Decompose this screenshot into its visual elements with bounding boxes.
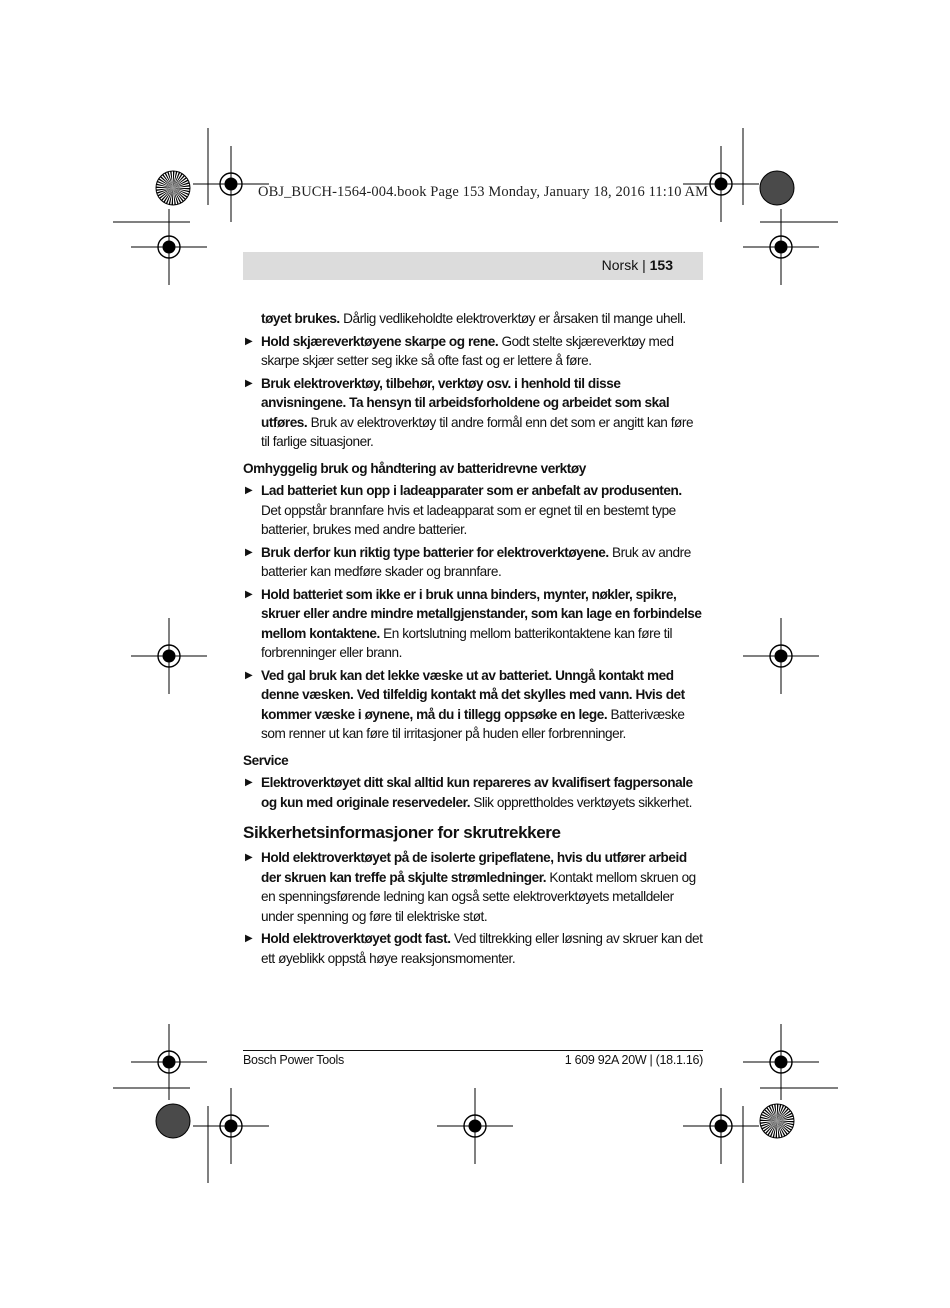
- page-header: [243, 252, 703, 280]
- list-item: [243, 481, 703, 540]
- item-bold: Hold elektroverktøyet på de isolerte gripeflatene, hvis du utfører arbeid der skruen kan treffe på skjulte strømledninger.: [261, 850, 687, 885]
- footer-rule: [243, 1050, 703, 1051]
- continuation-paragraph: [243, 309, 703, 329]
- section-heading: Omhyggelig bruk og håndtering av batteridrevne verktøy: [243, 460, 586, 476]
- registration-mark-icon: [743, 618, 819, 694]
- item-text: Kontakt mellom skruen og en spenningsførende ledning kan også sette elektroverktøyets metalldeler under spenning og føre til elektriske støt.: [261, 869, 696, 924]
- list-item: [243, 585, 703, 663]
- page-number: 153: [649, 257, 673, 273]
- header-label: [602, 257, 673, 273]
- triangle-bullet-icon: ▶: [245, 377, 253, 389]
- item-text: Slik opprettholdes verktøyets sikkerhet.: [470, 794, 692, 810]
- item-bold: Lad batteriet kun opp i ladeapparater som er anbefalt av produsenten.: [261, 483, 682, 498]
- item-bold: Bruk elektroverktøy, tilbehør, verktøy osv. i henhold til disse anvisningene. Ta hensyn til arbeidsforholdene og arbeidet som skal utføres.: [261, 375, 670, 430]
- list-item: [243, 374, 703, 452]
- registration-mark-icon: [131, 1024, 207, 1100]
- main-heading: Sikkerhetsinformasjoner for skrutrekkere: [243, 823, 561, 842]
- registration-mark-icon: [743, 1024, 819, 1100]
- list-item: [243, 332, 703, 371]
- item-text: Dårlig vedlikeholdte elektroverktøy er årsaken til mange uhell.: [339, 311, 686, 326]
- item-bold: Hold elektroverktøyet godt fast.: [261, 931, 451, 946]
- star-target-icon: [760, 1104, 794, 1138]
- item-text: Batterivæske som renner ut kan føre til irritasjoner på huden eller forbrenninger.: [261, 706, 685, 741]
- triangle-bullet-icon: ▶: [245, 335, 253, 347]
- item-bold: Hold skjæreverktøyene skarpe og rene.: [261, 333, 499, 349]
- list-item: [243, 929, 703, 968]
- item-bold: tøyet brukes.: [261, 311, 340, 326]
- header-language: Norsk: [601, 257, 639, 273]
- item-text: En kortslutning mellom batterikontaktene kan føre til forbrenninger eller brann.: [261, 625, 673, 660]
- footer-doc-number: 1 609 92A 20W | (18.1.16): [564, 1053, 703, 1067]
- list-item: [243, 543, 703, 582]
- registration-mark-icon: [437, 1088, 513, 1164]
- item-bold: Ved gal bruk kan det lekke væske ut av batteriet. Unngå kontakt med denne væsken. Ved tilfeldig kontakt må det skylles med vann. Hvis det kommer væske i øynene, må du i tillegg oppsøke en lege.: [261, 667, 685, 722]
- triangle-bullet-icon: ▶: [245, 777, 253, 788]
- file-slug: OBJ_BUCH-1564-004.book Page 153 Monday, January 18, 2016 11:10 AM: [258, 184, 709, 200]
- item-text: Det oppstår brannfare hvis et ladeapparat som er egnet til en bestemt type batterier, brukes med andre batterier.: [261, 502, 676, 537]
- section-heading: Service: [243, 752, 289, 768]
- star-target-icon: [156, 171, 190, 205]
- item-text: Bruk av andre batterier kan medføre skader og brannfare.: [261, 544, 691, 579]
- triangle-bullet-icon: ▶: [245, 485, 253, 496]
- triangle-bullet-icon: ▶: [245, 852, 253, 863]
- page-content: [243, 309, 703, 971]
- star-target-icon: [156, 1104, 190, 1138]
- registration-mark-icon: [193, 1088, 269, 1164]
- header-separator: |: [642, 257, 646, 273]
- triangle-bullet-icon: ▶: [245, 933, 253, 944]
- triangle-bullet-icon: ▶: [245, 546, 253, 558]
- registration-mark-icon: [131, 618, 207, 694]
- triangle-bullet-icon: ▶: [245, 669, 253, 681]
- item-bold: Bruk derfor kun riktig type batterier for elektroverktøyene.: [261, 544, 609, 560]
- item-text: Godt stelte skjæreverktøy med skarpe skjær setter seg ikke så ofte fast og er lettere å føre.: [261, 333, 674, 368]
- list-item: [243, 666, 703, 744]
- footer-brand: Bosch Power Tools: [243, 1053, 344, 1067]
- item-bold: Elektroverktøyet ditt skal alltid kun repareres av kvalifisert fagpersonale og kun med originale reservedeler.: [261, 775, 693, 810]
- item-bold: Hold batteriet som ikke er i bruk unna binders, mynter, nøkler, spikre, skruer eller andre mindre metallgjenstander, som kan lage en forbindelse mellom kontaktene.: [261, 586, 702, 641]
- registration-mark-icon: [131, 209, 207, 285]
- list-item: [243, 848, 703, 926]
- list-item: [243, 773, 703, 812]
- triangle-bullet-icon: ▶: [245, 588, 253, 600]
- star-target-icon: [760, 171, 794, 205]
- registration-mark-icon: [743, 209, 819, 285]
- registration-mark-icon: [683, 1088, 759, 1164]
- item-text: Bruk av elektroverktøy til andre formål enn det som er angitt kan føre til farlige situasjoner.: [261, 414, 694, 449]
- item-text: Ved tiltrekking eller løsning av skruer kan det ett øyeblikk oppstå høye reaksjonsmomenter.: [261, 931, 703, 966]
